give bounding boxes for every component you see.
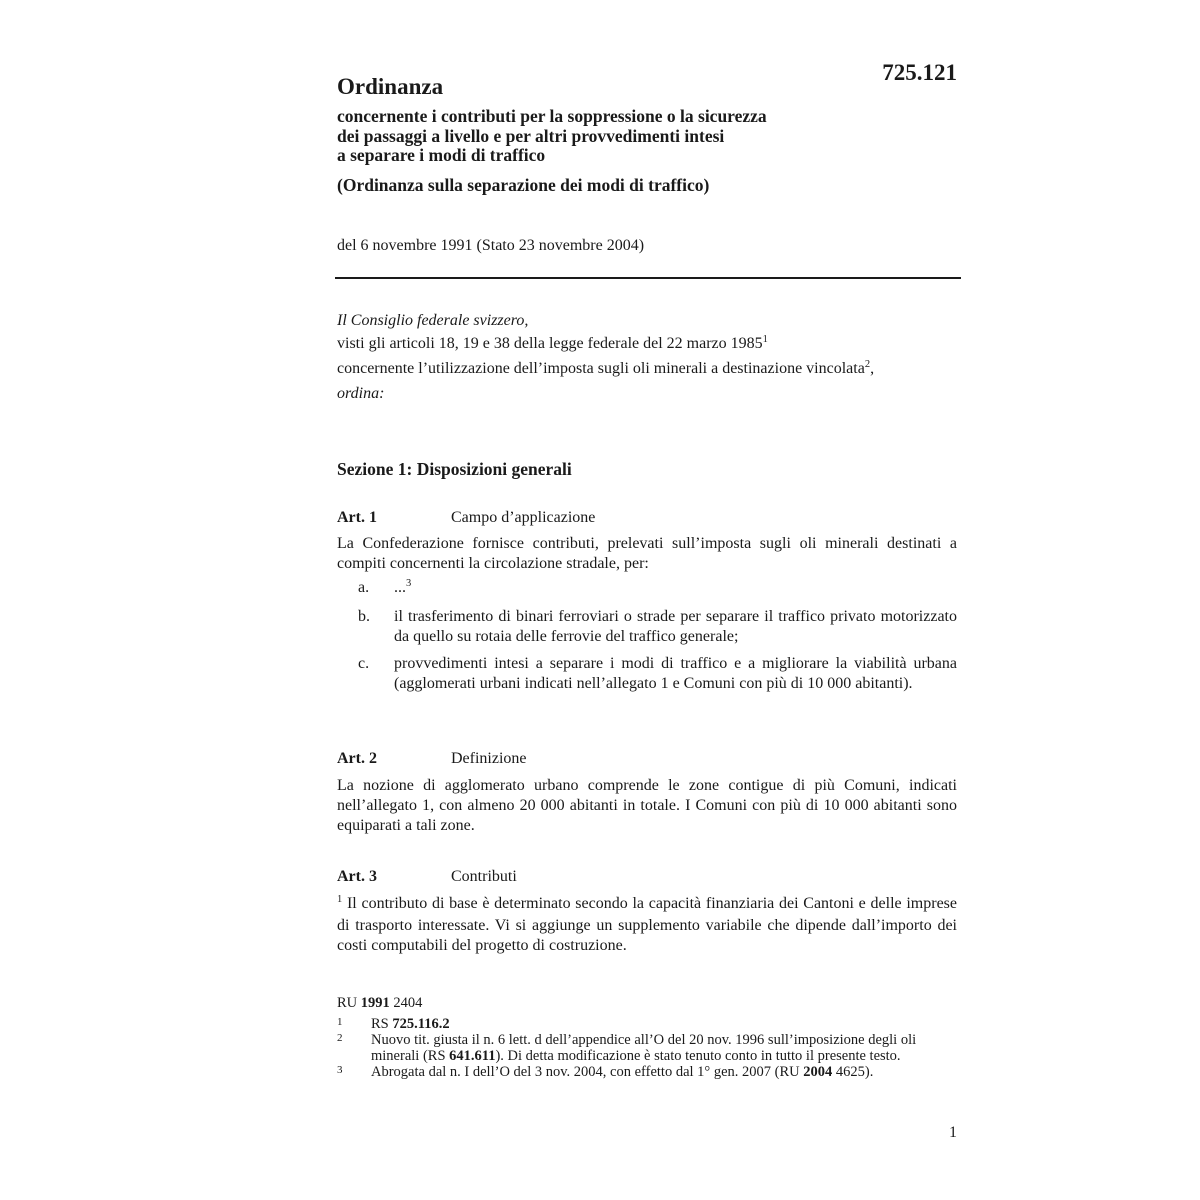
article-1 (337, 507, 957, 701)
document-page (337, 0, 959, 1200)
footnote-ref-number[interactable]: 2004 (803, 1064, 833, 1080)
footnote-number: 1 (337, 1016, 343, 1028)
article-number: Art. 2 (337, 750, 377, 767)
footnote-text: Abrogata dal n. I dell’O del 3 nov. 2004, con effetto dal 1° gen. 2007 (RU (371, 1064, 804, 1080)
subtitle-line: a separare i modi di traffico (337, 145, 546, 165)
list-item (337, 607, 957, 647)
article-name: Contributi (451, 868, 517, 885)
article-heading (337, 507, 957, 529)
article-name: Campo d’applicazione (451, 509, 596, 526)
article-number: Art. 1 (337, 509, 377, 526)
list-letter: a. (358, 579, 370, 596)
article-heading (337, 748, 957, 770)
article-2 (337, 748, 957, 836)
article-text (337, 894, 957, 956)
article-heading (337, 866, 957, 888)
date-line: del 6 novembre 1991 (Stato 23 novembre 2004) (337, 237, 645, 254)
sr-number: 725.121 (882, 60, 957, 85)
footnote-ref[interactable]: 2 (864, 359, 871, 370)
article-name: Definizione (451, 750, 527, 767)
list-text: il trasferimento di binari ferroviari o strade per separare il traffico privato motorizzato da quello su rotaia delle ferrovie del traffico generale; (394, 608, 957, 645)
paragraph-text: Il contributo di base è determinato secondo la capacità finanziaria dei Cantoni e delle imprese di trasporto interessate. Vi si aggiunge un supplemento variabile che dipende dall’importo dei costi computabili del progetto di costruzione. (337, 895, 957, 954)
document-title: Ordinanza (337, 74, 444, 99)
list-letter: c. (358, 655, 370, 672)
subtitle-line: concernente i contributi per la soppressione o la sicurezza (337, 106, 767, 126)
footnote-number: 2 (337, 1032, 343, 1044)
footnote-text: Nuovo tit. giusta il n. 6 lett. d dell’appendice all’O del 20 nov. 1996 sull’imposizione degli oli minerali (RS (371, 1032, 917, 1064)
header-divider (335, 277, 961, 279)
preamble-authority: Il Consiglio federale svizzero, (337, 312, 529, 329)
list-letter: b. (358, 608, 370, 625)
footnote-text: RS (371, 1016, 393, 1032)
preamble-line (337, 357, 959, 382)
list-item (337, 578, 957, 600)
preamble-decree: ordina: (337, 385, 385, 402)
footnote-2 (337, 1032, 959, 1064)
footnote-ref[interactable]: 1 (762, 334, 768, 345)
footnote-number: 3 (337, 1064, 343, 1076)
ru-reference (337, 995, 959, 1011)
footnote-3 (337, 1064, 959, 1080)
footnotes (337, 995, 959, 1080)
footnote-ref-number[interactable]: 725.116.2 (392, 1016, 450, 1032)
section-title: Sezione 1: Disposizioni generali (337, 459, 572, 479)
short-title: (Ordinanza sulla separazione dei modi di traffico) (337, 175, 710, 195)
footnote-ref-number[interactable]: 641.611 (449, 1048, 496, 1064)
preamble-line (337, 332, 959, 357)
article-number: Art. 3 (337, 868, 377, 885)
article-text: La Confederazione fornisce contributi, prelevati sull’imposta sugli oli minerali destinati a compiti concernenti la circolazione stradale, per: (337, 535, 957, 572)
list-item (337, 654, 957, 694)
list-text: ... (394, 579, 406, 596)
ru-prefix: RU (337, 995, 361, 1011)
preamble-text: visti gli articoli 18, 19 e 38 della legge federale del 22 marzo 1985 (337, 335, 763, 352)
article-text: La nozione di agglomerato urbano comprende le zone contigue di più Comuni, indicati nell’allegato 1, con almeno 20 000 abitanti in totale. I Comuni con più di 10 000 abitanti sono equiparati a tali zone. (337, 777, 957, 834)
preamble (337, 309, 959, 405)
preamble-punct: , (870, 360, 875, 377)
footnote-1 (337, 1016, 959, 1032)
ru-page: 2404 (389, 995, 423, 1011)
document-subtitle (337, 107, 897, 166)
footnote-text: ). Di detta modificazione è stato tenuto conto in tutto il presente testo. (495, 1048, 901, 1064)
article-3 (337, 866, 957, 956)
list-text: provvedimenti intesi a separare i modi di traffico e a migliorare la viabilità urbana (agglomerati urbani indicati nell’allegato 1 e Comuni con più di 10 000 abitanti). (394, 655, 957, 692)
footnote-ref[interactable]: 3 (406, 578, 412, 589)
paragraph-number: 1 (337, 894, 343, 905)
subtitle-line: dei passaggi a livello e per altri provvedimenti intesi (337, 125, 725, 146)
article-list (337, 578, 957, 694)
footnote-text: 4625). (832, 1064, 874, 1080)
ru-year: 1991 (360, 995, 390, 1011)
page-number: 1 (949, 1124, 957, 1141)
preamble-text: concernente l’utilizzazione dell’imposta sugli oli minerali a destinazione vincolata (337, 360, 865, 377)
